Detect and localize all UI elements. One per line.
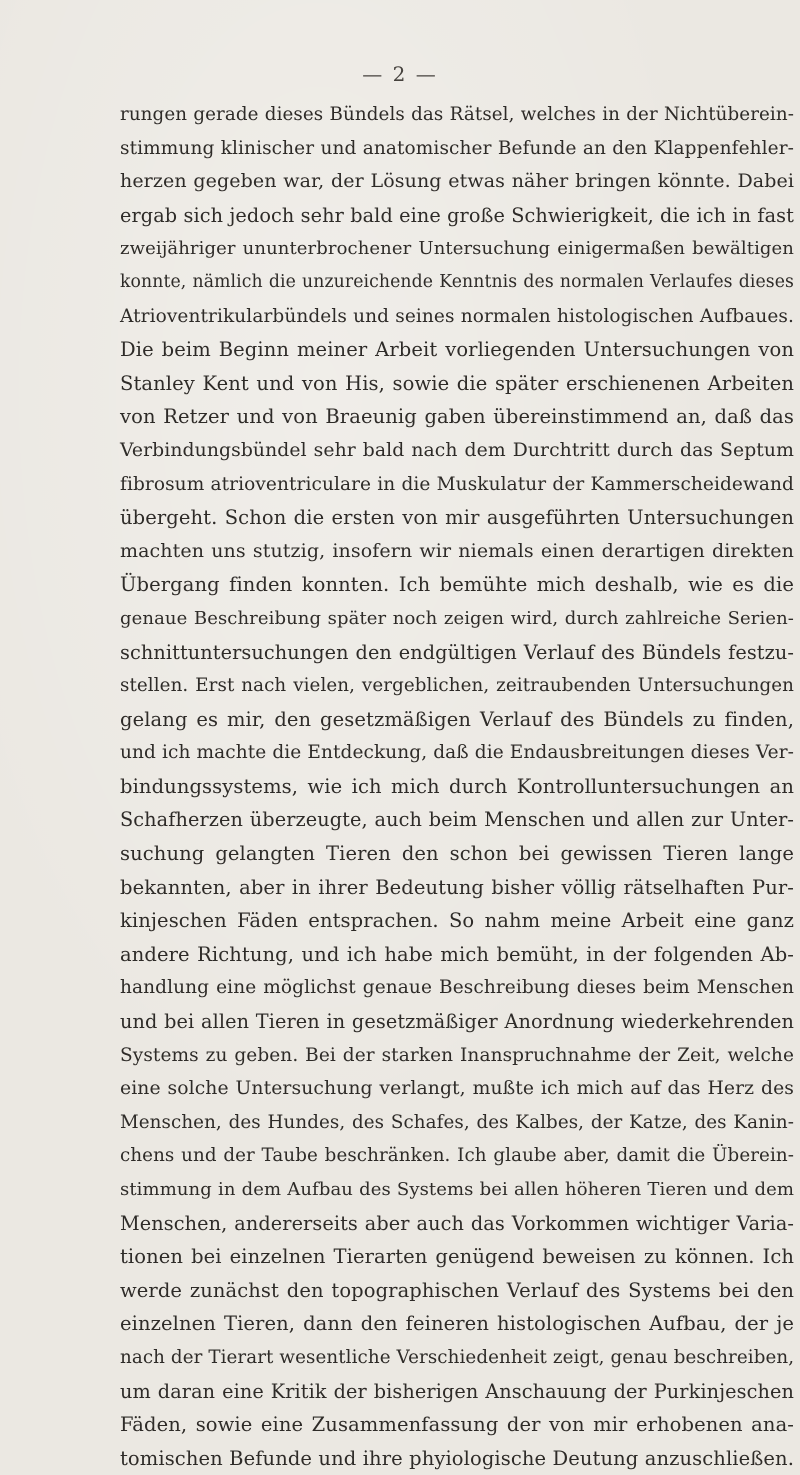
text-line: konnte, nämlich die unzureichende Kenntnis des normalen Verlaufes dieses — [120, 271, 794, 292]
text-line: stimmung in dem Aufbau des Systems bei allen höheren Tieren und dem — [120, 1179, 794, 1200]
text-line: suchung gelangten Tieren den schon bei gewissen Tieren lange — [120, 842, 794, 866]
text-line: tomischen Befunde und ihre phyiologische Deutung anzuschließen. — [120, 1446, 794, 1470]
text-line: und bei allen Tieren in gesetzmäßiger Anordnung wiederkehrenden — [120, 1010, 794, 1034]
text-line: einzelnen Tieren, dann den feineren histologischen Aufbau, der je — [120, 1312, 794, 1336]
text-line: herzen gegeben war, der Lösung etwas näher bringen könnte. Dabei — [120, 170, 794, 193]
text-line: Menschen, andererseits aber auch das Vorkommen wichtiger Varia- — [120, 1211, 794, 1235]
text-line: Stanley Kent und von His, sowie die später erschienenen Arbeiten — [120, 371, 794, 395]
text-line: übergeht. Schon die ersten von mir ausgeführten Untersuchungen — [120, 506, 794, 530]
text-line: von Retzer und von Braeunig gaben übereinstimmend an, daß das — [120, 405, 794, 429]
text-line: Verbindungsbündel sehr bald nach dem Durchtritt durch das Septum — [120, 439, 794, 461]
text-line: genaue Beschreibung später noch zeigen wird, durch zahlreiche Serien- — [120, 607, 794, 629]
text-line: gelang es mir, den gesetzmäßigen Verlauf des Bündels zu finden, — [120, 707, 794, 731]
text-line: zweijähriger ununterbrochener Untersuchung einigermaßen bewältigen — [120, 238, 794, 260]
text-line: schnittuntersuchungen den endgültigen Verlauf des Bündels festzu- — [120, 640, 794, 664]
text-line: um daran eine Kritik der bisherigen Anschauung der Purkinjeschen — [120, 1379, 794, 1403]
text-line: tionen bei einzelnen Tierarten genügend beweisen zu können. Ich — [120, 1245, 794, 1269]
text-line: werde zunächst den topographischen Verlauf des Systems bei den — [120, 1278, 794, 1302]
text-line: und ich machte die Entdeckung, daß die Endausbreitungen dieses Ver- — [120, 742, 794, 764]
text-line: Fäden, sowie eine Zusammenfassung der von mir erhobenen ana- — [120, 1413, 794, 1437]
text-line: ergab sich jedoch sehr bald eine große Schwierigkeit, die ich in fast — [120, 203, 794, 227]
text-line: stellen. Erst nach vielen, vergeblichen, zeitraubenden Untersuchungen — [120, 675, 794, 697]
text-line: eine solche Untersuchung verlangt, mußte ich mich auf das Herz des — [120, 1078, 794, 1100]
body-text — [120, 98, 794, 1475]
text-line: Menschen, des Hundes, des Schafes, des Kalbes, der Katze, des Kanin- — [120, 1111, 794, 1133]
text-line: rungen gerade dieses Bündels das Rätsel, welches in der Nichtüberein- — [120, 104, 794, 125]
text-line: Schafherzen überzeugte, auch beim Menschen und allen zur Unter- — [120, 808, 794, 832]
text-line: bekannten, aber in ihrer Bedeutung bisher völlig rätselhaften Pur- — [120, 875, 794, 899]
text-line: Systems zu geben. Bei der starken Inanspruchnahme der Zeit, welche — [120, 1044, 794, 1066]
text-line: bindungssystems, wie ich mich durch Kontrolluntersuchungen an — [120, 774, 794, 798]
text-line: Atrioventrikularbündels und seines normalen histologischen Aufbaues. — [120, 305, 794, 327]
page-number: — 2 — — [362, 62, 438, 86]
text-line: kinjeschen Fäden entsprachen. So nahm meine Arbeit eine ganz — [120, 909, 794, 933]
text-line: nach der Tierart wesentliche Verschiedenheit zeigt, genau beschreiben, — [120, 1346, 795, 1368]
text-line: andere Richtung, und ich habe mich bemüht, in der folgenden Ab- — [120, 942, 794, 966]
text-line: chens und der Taube beschränken. Ich glaube aber, damit die Überein- — [120, 1145, 794, 1167]
text-line: Übergang finden konnten. Ich bemühte mich deshalb, wie es die — [120, 573, 794, 597]
text-line: stimmung klinischer und anatomischer Befunde an den Klappenfehler- — [120, 137, 794, 159]
text-line: handlung eine möglichst genaue Beschreibung dieses beim Menschen — [120, 977, 794, 999]
text-line: fibrosum atrioventriculare in die Muskulatur der Kammerscheidewand — [120, 473, 794, 495]
text-line: machten uns stutzig, insofern wir niemals einen derartigen direkten — [120, 539, 794, 562]
text-line: Die beim Beginn meiner Arbeit vorliegenden Untersuchungen von — [120, 338, 794, 362]
